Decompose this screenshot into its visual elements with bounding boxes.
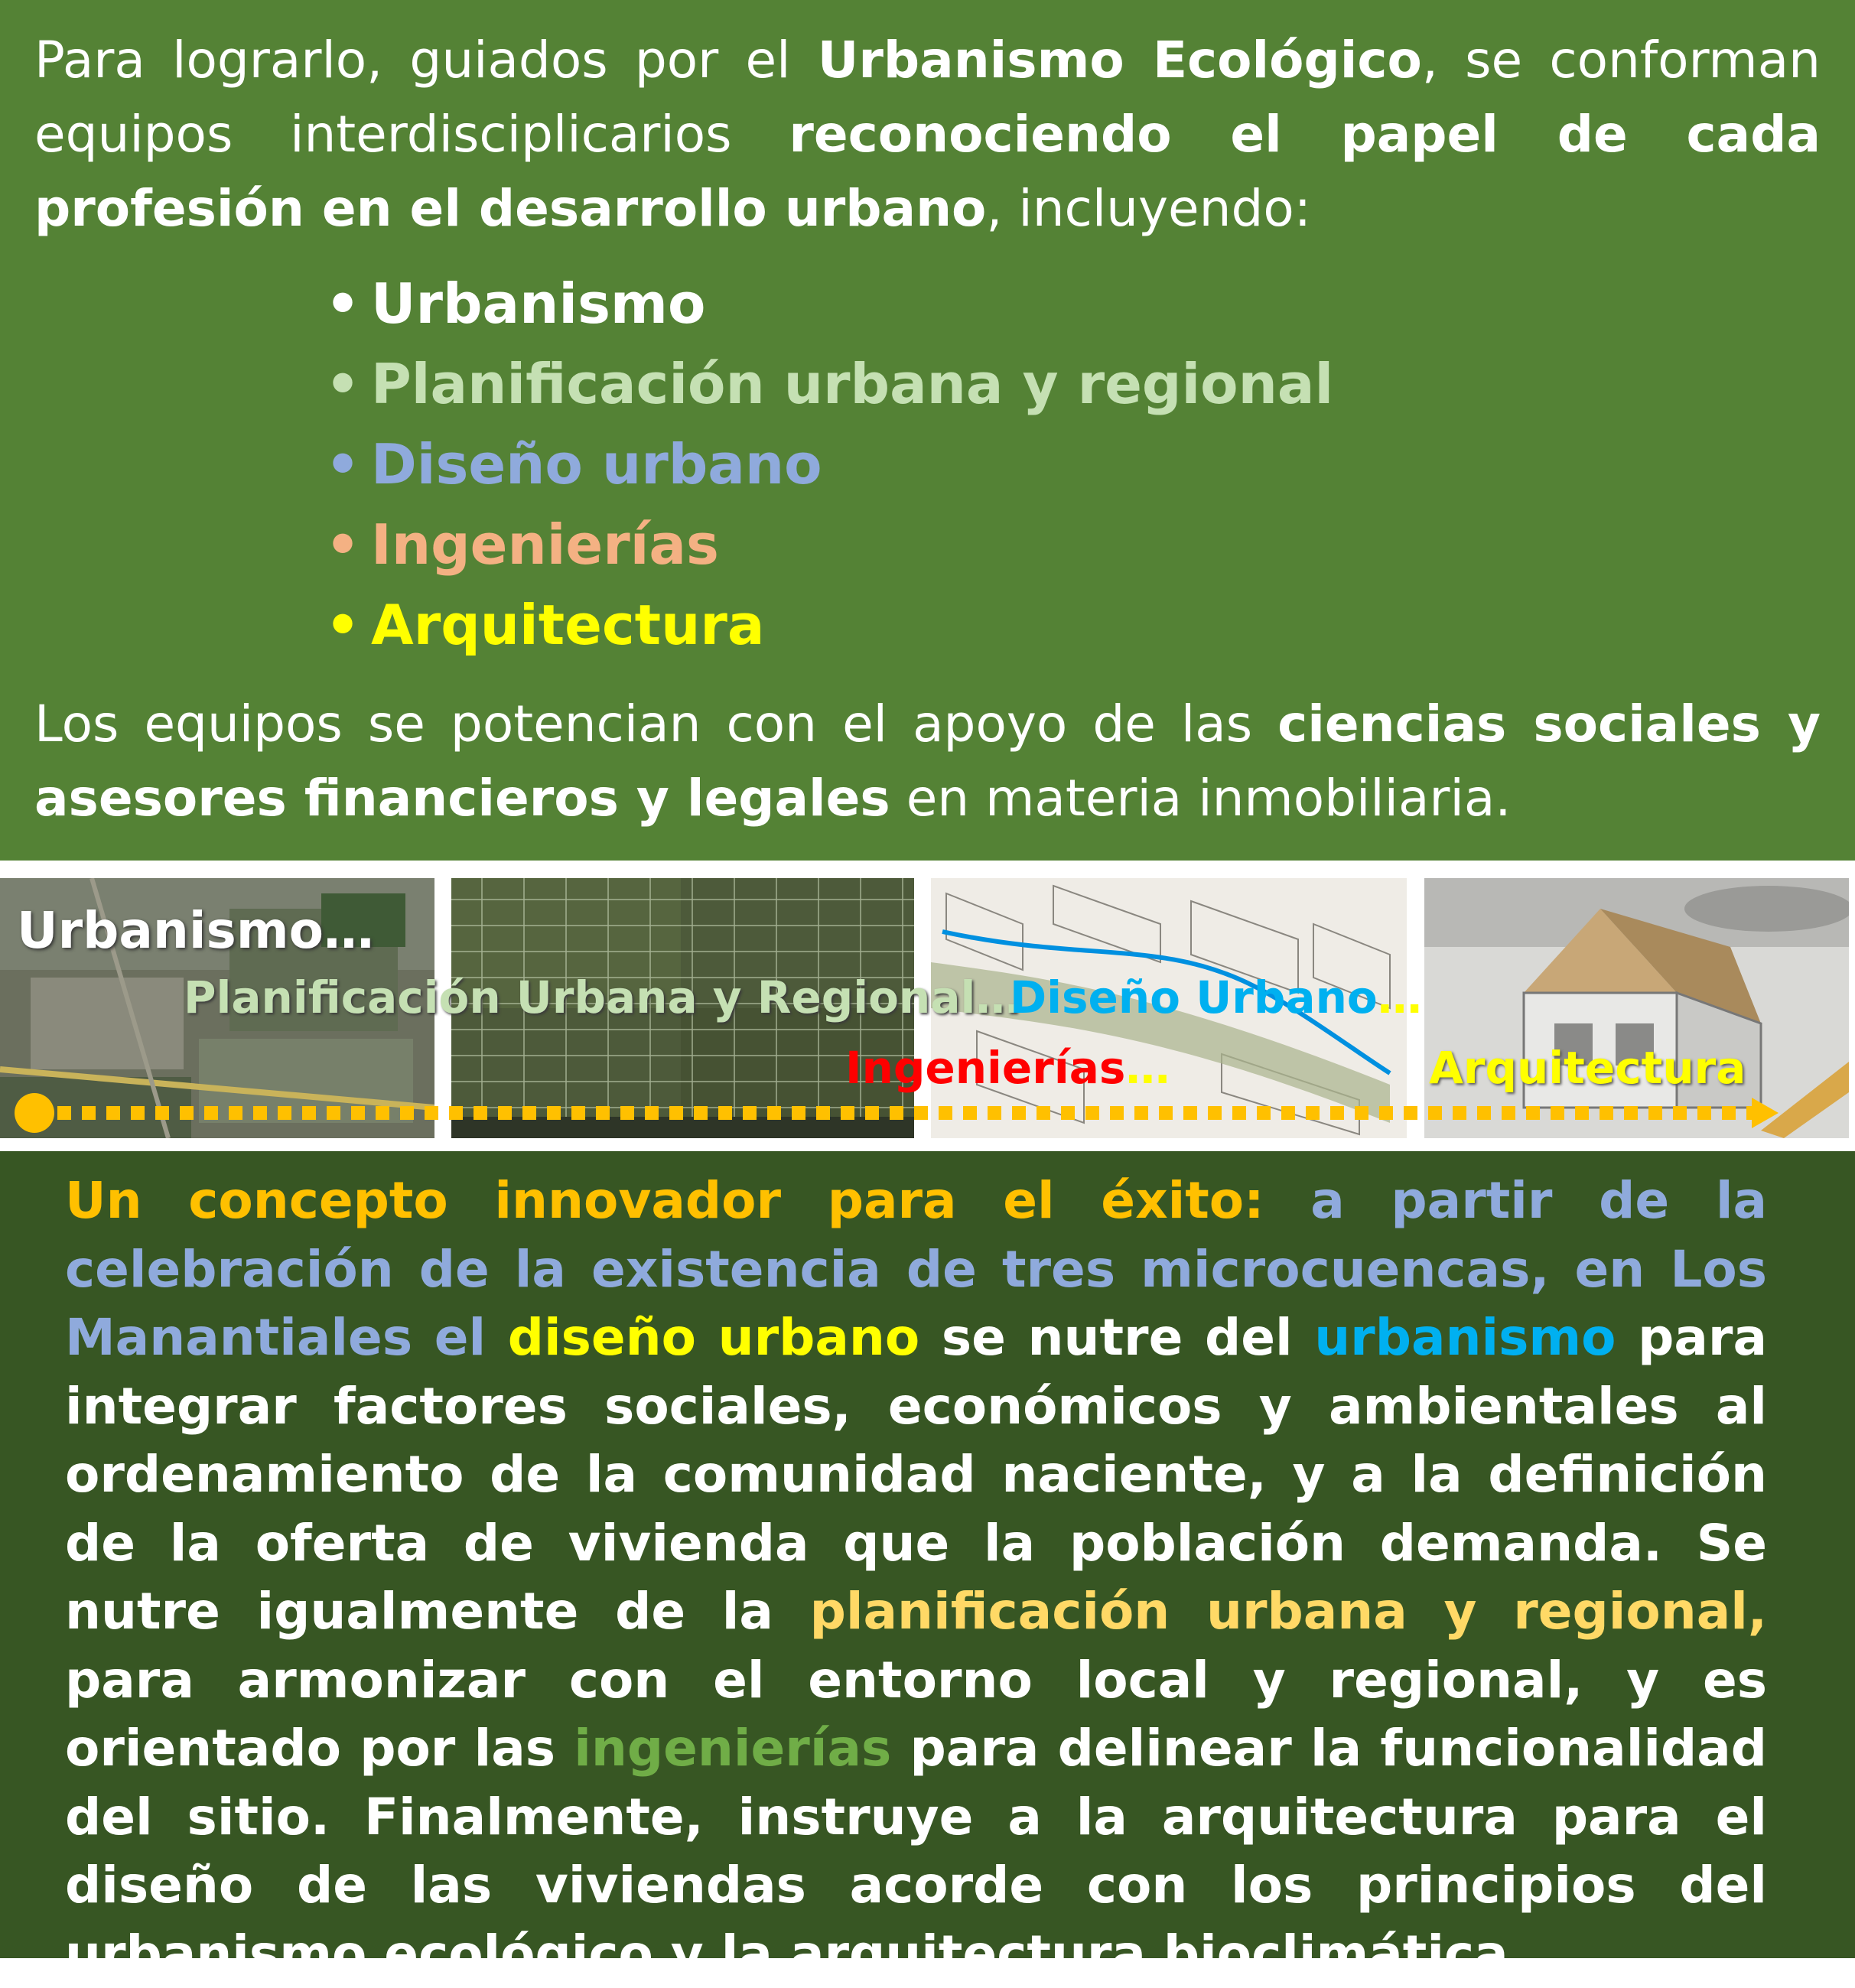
strip-planificacion-ellipsis: … bbox=[975, 971, 1020, 1023]
bottom-panel bbox=[0, 1151, 1855, 1983]
concept-ingenierias: ingenierías bbox=[574, 1719, 892, 1778]
strip-diseno-ellipsis: … bbox=[1377, 971, 1422, 1023]
concept-planificacion: planificación urbana y regional, bbox=[809, 1582, 1767, 1641]
intro-paragraph bbox=[34, 23, 1821, 246]
timeline-start-dot bbox=[15, 1093, 54, 1133]
concept-microcuencas: a partir de la celebración de la existencia de tres microcuencas, en Los Manantiales el bbox=[65, 1171, 1767, 1367]
bullet-label: Arquitectura bbox=[371, 593, 765, 657]
bullet-label: Diseño urbano bbox=[371, 432, 822, 496]
strip-diseno-text: Diseño Urbano bbox=[1010, 971, 1378, 1023]
strip-ingenierias-text: Ingenierías bbox=[845, 1042, 1126, 1094]
bullet-dot: • bbox=[325, 432, 361, 496]
outro-text-2: en materia inmobiliaria. bbox=[890, 769, 1512, 828]
concept-text-2: para integrar factores sociales, económicos y ambientales al ordenamiento de la comunidad naciente, y a la definición de la oferta de vivienda que la población demanda. Se nutre igualmente de la bbox=[65, 1308, 1767, 1641]
strip-ingenierias-ellipsis: … bbox=[1125, 1042, 1170, 1094]
intro-bold-urbanismo-ecologico: Urbanismo Ecológico bbox=[817, 31, 1422, 89]
intro-text-1: Para lograrlo, guiados por el bbox=[34, 31, 818, 89]
bullet-diseno-urbano bbox=[325, 425, 1333, 505]
bullet-urbanismo bbox=[325, 264, 1333, 344]
outro-bold: ciencias sociales y asesores financieros y legales bbox=[34, 695, 1821, 828]
outro-text-1: Los equipos se potencian con el apoyo de las bbox=[34, 695, 1278, 753]
bullet-ingenierias bbox=[325, 505, 1333, 585]
bullet-dot: • bbox=[325, 272, 361, 336]
intro-text-3: , incluyendo: bbox=[986, 179, 1311, 238]
bullet-label: Planificación urbana y regional bbox=[371, 352, 1334, 416]
concept-paragraph bbox=[65, 1166, 1767, 1988]
intro-bold-reconociendo: reconociendo el papel de cada profesión en el desarrollo urbano bbox=[34, 105, 1821, 238]
top-panel bbox=[0, 0, 1855, 861]
strip-label-urbanismo: Urbanismo… bbox=[17, 901, 374, 960]
bullet-label: Urbanismo bbox=[371, 272, 706, 336]
bullet-dot: • bbox=[325, 512, 361, 577]
concept-text-3: para armonizar con el entorno local y regional, y es orientado por las bbox=[65, 1650, 1767, 1778]
bullet-dot: • bbox=[325, 593, 361, 657]
concept-text-4: para delinear la funcionalidad del sitio. Finalmente, instruye a la arquitectura para el diseño de las viviendas acorde con los principios del urbanismo ecológico y la arquitectura bioclimática. bbox=[65, 1719, 1767, 1983]
concept-urbanismo: urbanismo bbox=[1314, 1308, 1616, 1367]
timeline-arrowhead bbox=[1752, 1098, 1779, 1128]
profession-list bbox=[325, 264, 1333, 665]
bullet-dot: • bbox=[325, 352, 361, 416]
bullet-planificacion bbox=[325, 344, 1333, 425]
strip-label-diseno-urbano bbox=[1010, 971, 1422, 1023]
strip-label-arquitectura: Arquitectura bbox=[1429, 1042, 1746, 1094]
bullet-arquitectura bbox=[325, 585, 1333, 665]
concept-lead: Un concepto innovador para el éxito: bbox=[65, 1171, 1264, 1230]
intro-text-2: , se conforman equipos interdisciplicarios bbox=[34, 31, 1821, 164]
strip-label-ingenierias bbox=[845, 1042, 1170, 1094]
strip-label-planificacion bbox=[184, 971, 1020, 1023]
outro-paragraph bbox=[34, 687, 1821, 835]
concept-text-1: se nutre del bbox=[919, 1308, 1315, 1367]
concept-diseno-urbano: diseño urbano bbox=[507, 1308, 920, 1367]
image-strip bbox=[0, 872, 1855, 1144]
bullet-label: Ingenierías bbox=[371, 512, 719, 577]
strip-planificacion-text: Planificación Urbana y Regional bbox=[184, 971, 976, 1023]
